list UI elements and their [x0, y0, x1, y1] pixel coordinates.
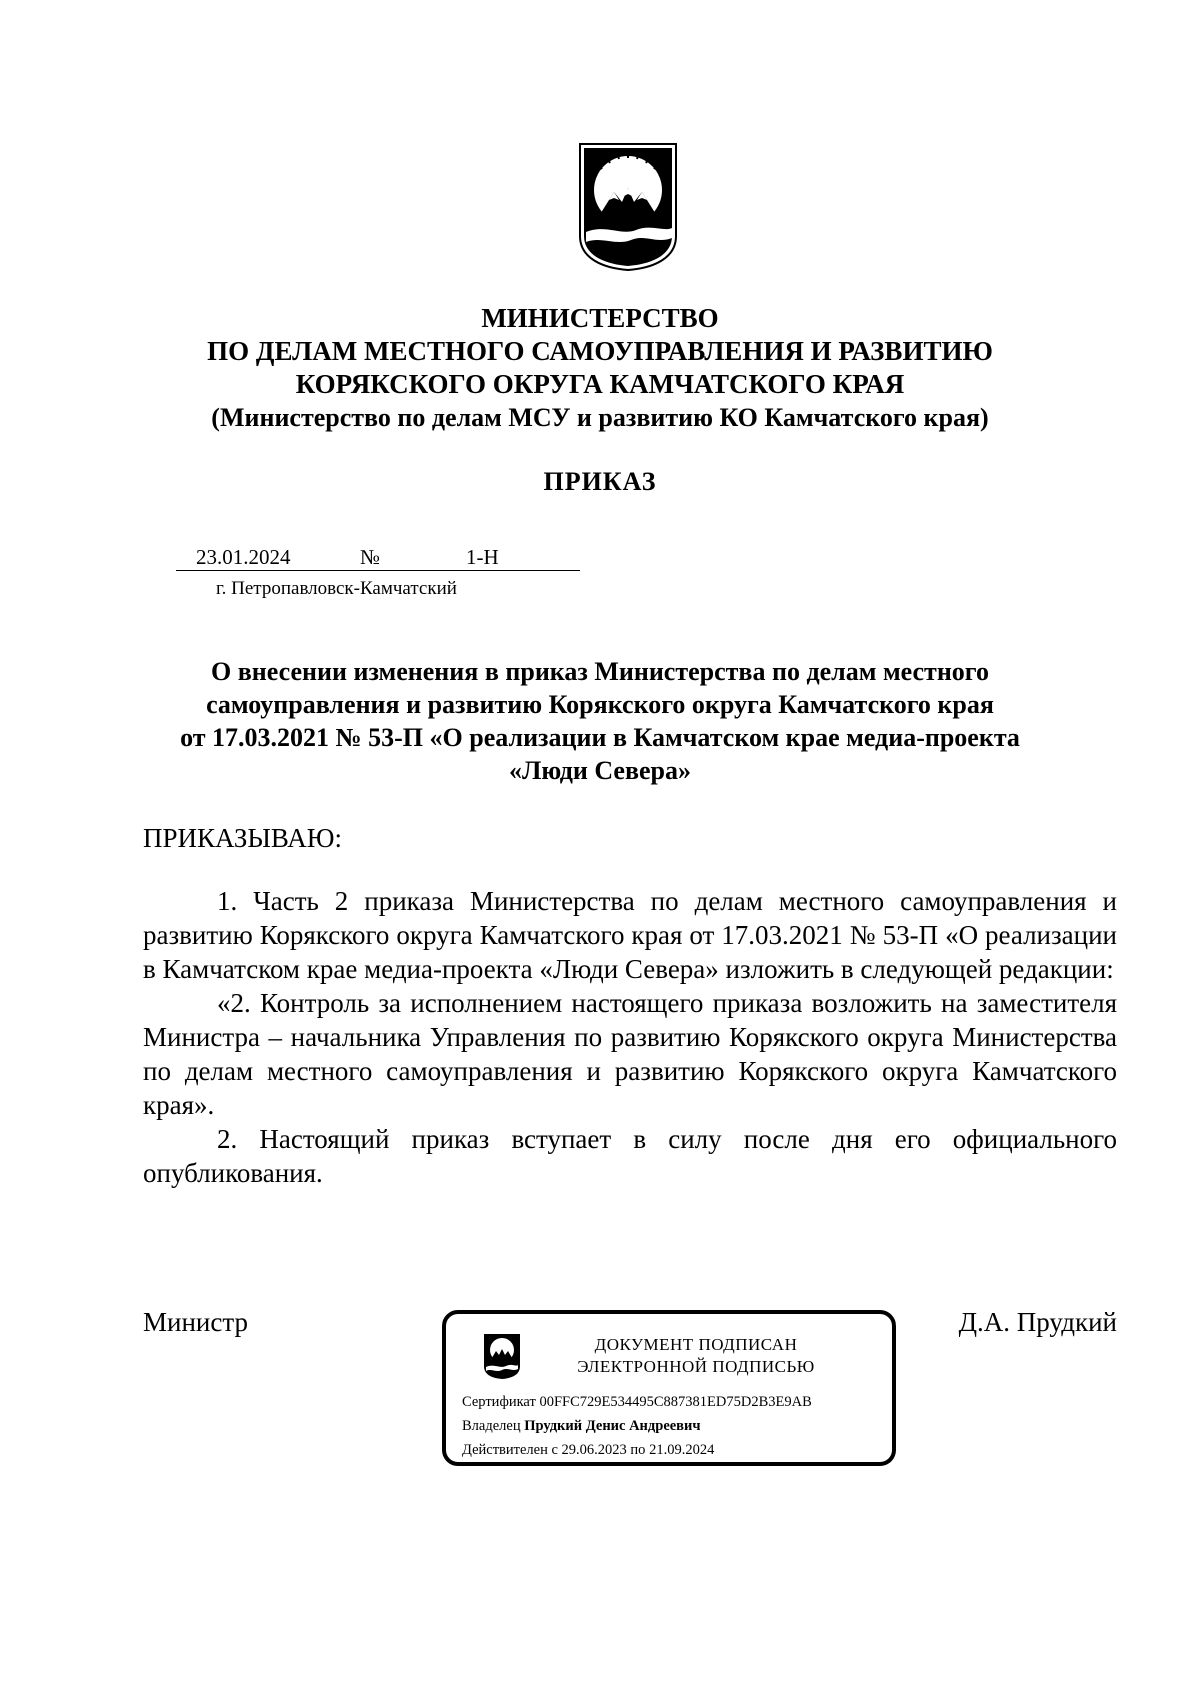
- order-number: 1-Н: [466, 545, 499, 569]
- stamp-heading-line-1: ДОКУМЕНТ ПОДПИСАН: [594, 1335, 798, 1354]
- paragraph-2: «2. Контроль за исполнением настоящего приказа возложить на заместителя Министра – начальника Управления по развитию Корякского округа Министерства по делам местного самоуправления и развитию Корякского округа Камчатского края».: [143, 988, 1117, 1120]
- owner-line: [462, 1418, 701, 1435]
- order-date: 23.01.2024: [196, 545, 291, 569]
- valid-to-label: по: [630, 1442, 646, 1458]
- ministry-short-name: (Министерство по делам МСУ и развитию КО Камчатского края): [211, 403, 989, 432]
- owner-label: Владелец: [462, 1418, 521, 1434]
- ministry-name: [100, 302, 1100, 434]
- validity-label: Действителен: [462, 1442, 548, 1458]
- subject-line-1: О внесении изменения в приказ Министерства по делам местного: [211, 657, 989, 686]
- number-sign: №: [360, 545, 381, 569]
- document-type-title: ПРИКАЗ: [543, 467, 657, 496]
- kamchatka-coat-of-arms-icon: [576, 140, 680, 272]
- order-subject: [100, 655, 1100, 787]
- valid-from-label: с: [551, 1442, 558, 1458]
- date-number-line: [176, 546, 580, 571]
- city-name: г. Петропавловск-Камчатский: [216, 578, 457, 599]
- kamchatka-coat-of-arms-small-icon: [482, 1332, 522, 1380]
- subject-line-3: от 17.03.2021 № 53-П «О реализации в Камчатском крае медиа-проекта: [180, 723, 1020, 752]
- ministry-name-line-1: МИНИСТЕРСТВО: [481, 303, 719, 333]
- valid-from-date: 29.06.2023: [561, 1442, 627, 1458]
- subject-line-2: самоуправления и развитию Корякского округа Камчатского края: [206, 690, 994, 719]
- ministry-name-line-2: ПО ДЕЛАМ МЕСТНОГО САМОУПРАВЛЕНИЯ И РАЗВИТИЮ: [207, 336, 993, 366]
- certificate-label: Сертификат: [462, 1394, 536, 1410]
- valid-to-date: 21.09.2024: [649, 1442, 715, 1458]
- signatory-name: Д.А. Прудкий: [958, 1307, 1117, 1337]
- decree-word: ПРИКАЗЫВАЮ:: [143, 823, 342, 853]
- certificate-line: [462, 1394, 812, 1411]
- certificate-value: 00FFC729E534495C887381ED75D2B3E9AB: [539, 1394, 812, 1410]
- validity-line: [462, 1442, 714, 1459]
- paragraph-1: 1. Часть 2 приказа Министерства по делам местного самоуправления и развитию Корякского округа Камчатского края от 17.03.2021 № 53-П «О реализации в Камчатском крае медиа-проекта «Люди Севера» изложить в следующей редакции:: [143, 886, 1117, 984]
- subject-line-4: «Люди Севера»: [508, 756, 692, 785]
- electronic-signature-stamp: [442, 1310, 896, 1466]
- owner-value: Прудкий Денис Андреевич: [524, 1418, 701, 1434]
- stamp-heading-line-2: ЭЛЕКТРОННОЙ ПОДПИСЬЮ: [577, 1357, 815, 1376]
- order-body: [143, 884, 1117, 1190]
- stamp-heading: [546, 1334, 846, 1378]
- signatory-title: Министр: [143, 1307, 248, 1337]
- ministry-name-line-3: КОРЯКСКОГО ОКРУГА КАМЧАТСКОГО КРАЯ: [295, 369, 905, 399]
- paragraph-3: 2. Настоящий приказ вступает в силу после дня его официального опубликования.: [143, 1124, 1117, 1188]
